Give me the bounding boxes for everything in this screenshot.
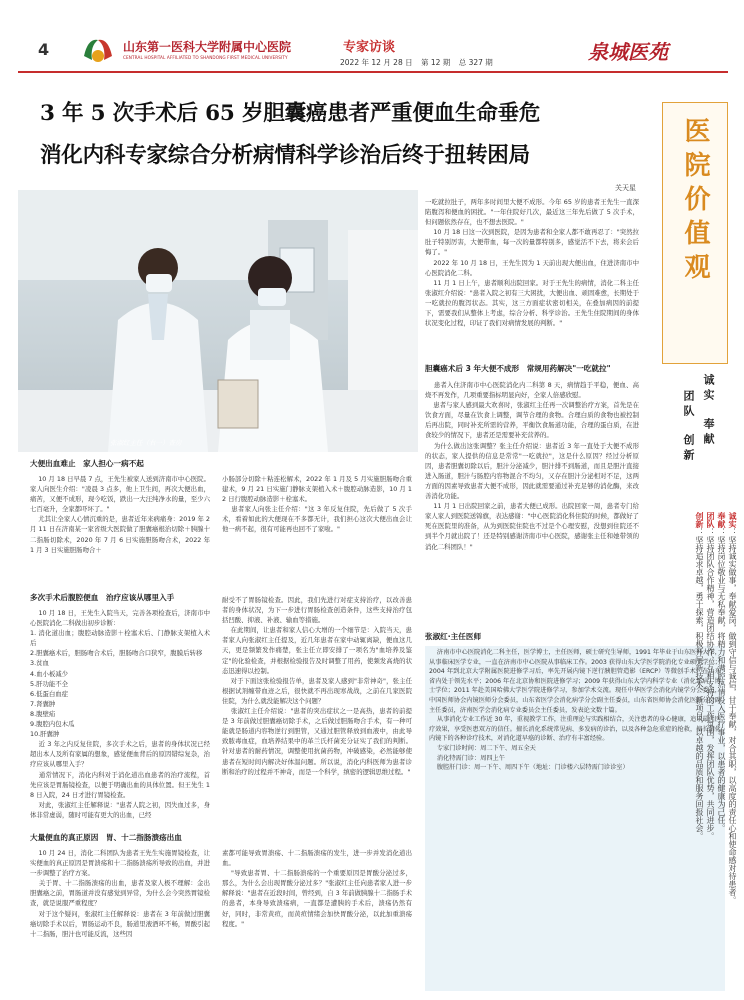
ward-round-photo <box>18 190 418 452</box>
section-heading-3: 大量便血的真正原因 胃、十二指肠溃疡出血 <box>30 833 182 842</box>
issue-total: 总 327 期 <box>458 58 493 67</box>
masthead-calligraphy: 泉城医苑 <box>588 40 668 64</box>
hospital-name-en: CENTRAL HOSPITAL AFFILIATED TO SHANDONG FIRST MEDICAL UNIVERSITY <box>123 55 288 60</box>
intro-text: 一吃就拉肚子，两年多时间里大便不成形。今年 65 岁的患者王先生一直深陷腹泻和便血的困扰。"一年住院好几次，最近这三年先后做了 5 次手术，但问题依然存在，也不想去医院。" 10 月 18 日这一次到医院，是因为患者和全家人都不敢再忍了："突然拉肚子特别厉害，大便带血，每一次的量都特别多，感觉活不下去，将来会后悔了。" 2022 年 10 月 18 日，王先生因为 1 天前出现大便出血，住进济南市中心医院消化二科。 11 月 1 日上午，患者顺利出院回家。对于王先生的病情，消化二科主任张淑红介绍说："患者入院之初有三大困扰，大便出血、顽固难愈，长期处于一吃就拉的腹泻状态。其实，这三方面症状密切相关，在叠加病因的前提下，需要我们从整体上考虑，综合分析、科学诊治。王先生住院期间的身体状况变化过程，印证了我们对病情发展的判断。" <box>425 198 639 328</box>
hospital-name: 山东第一医科大学附属中心医院 <box>123 40 292 54</box>
bio-heading: 张淑红·主任医师 <box>425 632 482 641</box>
section-label: 专家访谈 <box>343 40 396 55</box>
value-item-1: 诚实：坚持诚实做事，奉献爱岗，做到守信与诚信，甘于奉献，对合其职，以高度的责任心和使命感对待患者。 <box>728 512 737 904</box>
section-heading-4: 胆囊癌术后 3 年大便不成形 常规用药解决"一吃就拉" <box>425 364 611 373</box>
page-number: 4 <box>38 40 50 59</box>
bio-text: 济南市中心医院消化二科主任，医学博士，主任医师，硕士研究生导师，1991 年毕业于山东医科大学，从事临床医学专业，一直在济南市中心医院从事临床工作。2003 获得山东大学医学院消化专业硕士学位；2004 年到北京大学附属医院进修学习后，率先开展内镜下逆行胰胆管造影（ERCP）等微创手术，在山东省内处于领先水平；2006 年在北京协和医院进修学习；2009 年获得山东大学内科学专业（消化系病）博士学位；2011 年赴美国哈佛大学医学院进修学习，参加学术交流。现任中华医学会消化内镜学分会委员，中国医师协会内镜医师分会委员，山东省医学会消化病学分会副主任委员，山东省医师协会消化医师分会副主任委员，济南医学会消化病专业委员会主任委员，发表论文数十篇。 从事消化专业工作近 30 年，重视教学工作，注重理论与实践相结合，关注患者的身心健康，追求最佳医疗效果，享受医患双方的信任。擅长消化系统常见病、多发病的诊治，以及各种急危重症的抢救，擅长消化内镜下的各种诊疗技术，对消化道早癌的诊断、治疗有丰富经验。 专家门诊时间：周二下午、周五全天 消化特需门诊：周四上午 腹腔肝门诊：周一下午、周四下午（地址：门诊楼六层特需门诊诊室） <box>425 646 725 991</box>
value-item-2-text: 坚持岗位敬业与无私奉献，将精力和满腔热情投入医疗事业，以患者的健康为己任。 <box>717 536 726 832</box>
page-header <box>18 30 728 70</box>
headline-line-1: 3 年 5 次手术后 65 岁胆囊癌患者严重便血生命垂危 <box>40 101 541 126</box>
value-2 <box>680 390 696 464</box>
author: 关天星 <box>615 184 636 192</box>
section-2-col2: 耐受不了胃肠镜检查。因此，我们先进行对症支持治疗，以改善患者的身体状况，为下一步进行胃肠检查创造条件，这些支持治疗包括凹酸、抑液、补液、输血等措施。 在此期间，让患者和家人信心大增的一个细节是：入院当天，患者家人向张淑红主任提及，近几年患者在家中动辄离缺，便血这几天，更是频繁发作痛楚，张主任立即安排了一项名为"血培养及鉴定"的化验检查，并根据检验报告及时调整了用药，使频发高烧的状态迅速得以控制。 对于下面这张检验报告单，患者及家人感到"非常神奇"，张主任根据试剂缠带血迹之后，很快就不再出现寒战战，之前在几家医院住院，为什么就没能解决这个问题？ 张淑红主任介绍说："患者的突出症状之一是高热，患者的前提是 3 年前做过胆囊癌切除手术，之后做过胆肠吻合手术，有一种可能就是肠道内容物逆行到胆管，又通过胆管释放到血液中，由此导致脓毒血症，血培养结果中的革兰氏杆菌充分证实了我们的判断。针对患者的耐药情况，调整使用抗菌药物，冲破感染，必然能够使患者在短时间内解决好体温问题。所以说，消化内科医师为患者诊断和治疗的过程并不神奇，而是一个科学，缜密的逻辑思维过程。" <box>222 596 412 776</box>
section-1-col2: 小肠部分切除＋粘连松解术，2022 年 1 月及 5 月实施胆肠吻合重建术，9 月 21 日实施门静脉支架植入术＋腹腔动脉造影，10 月 12 日行腹腔动脉造影＋栓塞术。 患者家人向张主任介绍："这 3 年反复住院，先后做了 5 次手术，看着如此的大便现在不多都无计，我们担心这次大便出血会让他一病不起，很有可能再也回不了家啦。" <box>222 475 412 534</box>
section-3-col2: 素都可能导致胃溃疡、十二指肠溃疡的发生，进一步并发消化道出血。 "导致患者胃、十二指肠溃疡的一个重要原因是胃酸分泌过多，那么，为什么会出现胃酸分泌过多？"张淑红主任向患者家人进一步解释说："患者在近段时间，曾经到，自 3 年前做胰腺十二指肠手术的患者，本身导致溃疡病，一直都是遭胰的手术后，溃疡仍然有好，同时，非常黄疸，而黄疸情绪会加快胃酸分泌，以此加重溃疡程度。" <box>222 849 413 928</box>
value-item-2: 奉献：坚持岗位敬业与无私奉献，将精力和满腔热情投入医疗事业，以患者的健康为己任。 <box>717 512 726 832</box>
photo-illustration <box>18 190 418 452</box>
section-3-col1: 10 月 24 日，消化二科团队为患者王先生实施胃镜检查，让实便血的真正原因是胃溃疡和十二指肠溃疡所导致的出血，并进一步调整了治疗方案。 关于胃、十二指肠溃疡的出血，患者及家人极不理解：金出胆囊癌之前，胃肠道并没有感觉到异常，为什么会今突然胃镜检查，就是说服严重程度？ 对于这个疑问，张淑红主任解释说：患者在 3 年前做过胆囊癌切除手术以后，胃肠运动不良，肠道里液酒环不畅，胃酸引起十二指肠，胆汁也可能反流，这些因 <box>30 849 210 938</box>
value-2-rest: 创新 <box>682 434 695 464</box>
section-1-col1: 10 月 18 日早晨 7 点，王先生被家人送到济南市中心医院。家人向医生介绍："凌晨 3 点多，他上卫生间，再次大便出血，痛苦，又便不成形，现今吃饭，跌出一大汪纯净水的量，至少六七百毫升，全家都吓坏了。" 尤其让全家人心情沉重的是，患者近年来病痛身：2019 年 2 月 11 日在济南某一家省级大医院做了胆囊癌根治切除＋胰腺十二指肠切除术，2020 年 7 月 6 日实施胆肠吻合术，2022 年 1 月 3 日实施胆肠吻合＋ <box>30 475 210 554</box>
value-item-1-text: 坚持诚实做事，奉献爱岗，做到守信与诚信，甘于奉献，对合其职，以高度的责任心和使命感对待患者。 <box>728 536 737 904</box>
values-title: 医院价值观 <box>680 117 710 287</box>
issue-line <box>340 57 493 68</box>
value-item-4-key: 创新 <box>695 512 704 528</box>
value-1-rest: 奉献 <box>702 418 715 448</box>
value-item-1-key: 诚实 <box>728 512 737 528</box>
value-item-3-key: 团队 <box>706 512 715 528</box>
section-body-4: 患者入住济南市中心医院消化内二科第 8 天，病情趋于平稳，便血、高烧不再发作，几项重要指标明显向好，全家人倍感欣慰。 患者与家人感到最大欢喜时，张淑红主任再一次调整治疗方案，首先是在饮食方面，尽量在饮食上调整，调节合理的食物。合理白质的食物也被控制后再出院，同时补充所需的营养，平衡饮食肠道功能，合理的蛋白质，在进食较少的情况下，患者还是需要补充营养的。 为什么做出这张调整？张主任介绍说：患者近 3 年一直处于大便不成形的状态，家人提供的信息是常常"一吃就拉"，这是什么原因？经过分析原因，患者胆囊切除以后，胆汁分泌减少，胆汁排不到肠道，而且是胆汁直接进入肠道，胆汁与肠腔内容物混合不均匀，又存在胆汁分泌相对不足，这两方面的因素导致患者大便不成形，因此就需要通过补充足够的消化酶，来改善消化功能。 11 月 1 日出院回家之前，患者大便已成形。出院回家一周，患者专门给家人家人到医院送锦旗，表达感谢："中心医院消化科住院的时候，都做好了死在医院里的准备，从为到医院住院也不过是个心理安慰，没想到住院还不到半个月就出院了！还是特别感谢济南市中心医院，感谢张主任和她带领的消化二科团队！" <box>425 381 639 551</box>
section-heading-1: 大便出血难止 家人担心一病不起 <box>30 459 144 468</box>
section-heading-2: 多次手术后腹腔便血 治疗应该从哪里入手 <box>30 593 175 602</box>
issue-number: 第 12 期 <box>421 58 451 67</box>
value-1 <box>700 374 716 448</box>
value-item-4-text: 坚持追求卓越，勇于探索，积极开展新技术、新项目，以卓越的品质和服务回报社会。 <box>695 536 704 840</box>
value-item-2-key: 奉献 <box>717 512 726 528</box>
hospital-logo <box>80 34 116 66</box>
issue-date: 2022 年 12 月 28 日 <box>340 58 413 67</box>
section-2-col1: 10 月 18 日，王先生入院当天，完善各项检查后，济南市中心医院消化二科做出初步诊断： 1. 消化道出血；腹腔动脉造影＋栓塞术后、门静脉支架植入术后 2.胆囊癌术后，胆肠吻合术后，胆肠吻合口狭窄，腹膜后转移 3.贫血 4.血小板减少 5.肝功能不全 6.低蛋白血症 7.肾囊肿 8.腹壁疝 9.腹腔内包木瓜 10.肝囊肿 近 3 年之内反复住院，多次手术之后，患者的身体状况已经超出本人及所有家属的想象，感觉便血背后的原因错综复杂，治疗应该从哪里入手？ 通常情况下，消化内科对于消化道出血患者的治疗流程，首先应该是胃肠镜检查，以便于明确出血的具体位置。但王先生 18 日入院，24 日才进行胃镜检查。 对此，张淑红主任解释说："患者人院之初，因失血过多，身体非常虚弱，随时可能有更大的出血，已经 <box>30 609 210 819</box>
value-2-key: 团队 <box>682 390 695 420</box>
value-1-key: 诚实 <box>702 374 715 404</box>
value-item-3: 团队：坚持团队合作精神，营造团结协作、互相支持的工作氛围，发挥团队优势，共同进步。 <box>706 512 715 840</box>
values-title-box <box>662 102 728 364</box>
value-item-4: 创新：坚持追求卓越，勇于探索，积极开展新技术、新项目，以卓越的品质和服务回报社会。 <box>695 512 704 840</box>
photo-caption: 张淑红主任（右一）查房 <box>110 439 182 447</box>
headline-line-2: 消化内科专家综合分析病情科学诊治后终于扭转困局 <box>40 143 530 168</box>
values-sidebar <box>650 92 738 992</box>
header-rule <box>18 71 728 73</box>
values-detail <box>650 512 738 982</box>
value-item-3-text: 坚持团队合作精神，营造团结协作、互相支持的工作氛围，发挥团队优势，共同进步。 <box>706 536 715 840</box>
